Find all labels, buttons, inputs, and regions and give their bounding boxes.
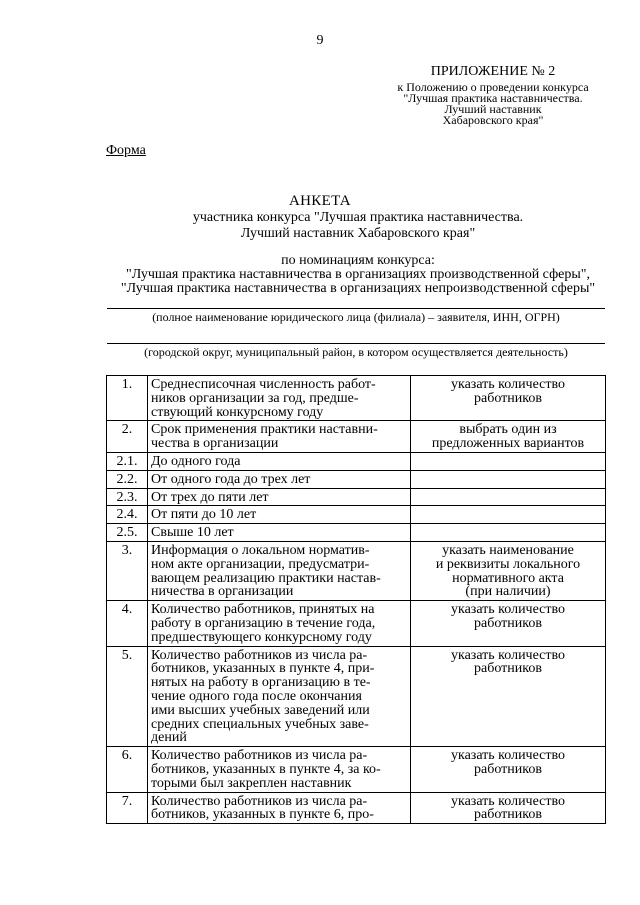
row-number: 1.	[107, 376, 148, 421]
row-number: 7.	[107, 792, 148, 824]
appendix-title: ПРИЛОЖЕНИЕ № 2	[430, 64, 556, 79]
district-fill-line[interactable]	[107, 343, 605, 344]
answer-cell[interactable]	[411, 506, 606, 524]
document-title: АНКЕТА	[289, 193, 351, 209]
question-cell	[148, 524, 411, 542]
answer-hint-line: работников	[474, 807, 542, 823]
question-line: предшествующего конкурсному году	[151, 629, 372, 645]
answer-hint-line: работников	[474, 390, 542, 406]
table-row	[107, 601, 606, 646]
table-row	[107, 646, 606, 747]
appendix-line: к Положению о проведении конкурса	[397, 80, 589, 94]
question-line: торыми был закреплен наставник	[151, 775, 352, 791]
subtitle-line: участника конкурса "Лучшая практика наставничества.	[192, 210, 524, 225]
table-row	[107, 541, 606, 600]
question-cell	[148, 488, 411, 506]
question-cell	[148, 452, 411, 470]
nominations-line: "Лучшая практика наставничества в организациях производственной сферы",	[126, 267, 590, 282]
question-cell	[148, 541, 411, 600]
row-number: 2.	[107, 421, 148, 453]
answer-hint-line: выбрать один из	[459, 422, 557, 438]
row-number: 2.2.	[107, 470, 148, 488]
question-line: Свыше 10 лет	[151, 525, 234, 541]
question-line: Количество работников из числа ра-	[151, 647, 368, 663]
page-number: 9	[316, 33, 324, 48]
question-line: Количество работников из числа ра-	[151, 748, 368, 764]
answer-cell[interactable]	[411, 601, 606, 646]
table-row	[107, 421, 606, 453]
answer-hint-line: указать количество	[450, 377, 566, 392]
table-row	[107, 376, 606, 421]
answer-hint-line: предложенных вариантов	[431, 436, 585, 452]
question-line: ими высших учебных заведений или	[151, 702, 370, 718]
question-line: ботников, указанных в пункте 4, за ко-	[151, 761, 381, 777]
question-line: До одного года	[151, 453, 241, 469]
question-line: От одного года до трех лет	[151, 471, 311, 487]
answer-hint-line: работников	[474, 661, 542, 677]
district-caption: (городской округ, муниципальный район, в котором осуществляется деятельность)	[144, 345, 568, 359]
row-number: 3.	[107, 541, 148, 600]
question-line: ботников, указанных в пункте 4, при-	[151, 661, 375, 677]
nominations-line: по номинациям конкурса:	[281, 253, 435, 268]
answer-cell[interactable]	[411, 452, 606, 470]
appendix-line: Хабаровского края"	[442, 113, 544, 127]
question-cell	[148, 506, 411, 524]
question-line: ном акте организации, предусматри-	[151, 556, 370, 572]
answer-hint-line: работников	[474, 761, 542, 777]
question-line: чества в организации	[151, 436, 279, 452]
question-cell	[148, 376, 411, 421]
table-row	[107, 470, 606, 488]
answer-hint-line: указать количество	[450, 793, 566, 809]
answer-hint-line: и реквизиты локального	[435, 556, 581, 572]
question-cell	[148, 747, 411, 792]
question-line: Среднесписочная численность работ-	[151, 377, 376, 392]
answer-hint-line: указать количество	[450, 602, 566, 618]
answer-hint-line: нормативного акта	[452, 570, 564, 586]
table-row	[107, 488, 606, 506]
table-row	[107, 506, 606, 524]
answer-cell[interactable]	[411, 488, 606, 506]
answer-cell[interactable]	[411, 541, 606, 600]
question-line: работу в организацию в течение года,	[151, 615, 376, 631]
question-line: ботников, указанных в пункте 6, про-	[151, 807, 374, 823]
row-number: 6.	[107, 747, 148, 792]
answer-hint-line: работников	[474, 615, 542, 631]
form-label: Форма	[106, 143, 146, 158]
row-number: 2.5.	[107, 524, 148, 542]
appendix-line: Лучший наставник	[444, 102, 542, 116]
appendix-line: "Лучшая практика наставничества.	[403, 91, 583, 105]
question-line: ничества в организации	[151, 584, 294, 600]
row-number: 2.4.	[107, 506, 148, 524]
answer-cell[interactable]	[411, 376, 606, 421]
table-row	[107, 747, 606, 792]
questionnaire-table	[106, 375, 606, 824]
document-subtitle	[0, 210, 640, 242]
row-number: 5.	[107, 646, 148, 747]
question-line: От трех до пяти лет	[151, 489, 269, 505]
question-line: Количество работников из числа ра-	[151, 793, 368, 809]
nominations-line: "Лучшая практика наставничества в организациях непроизводственной сферы"	[120, 281, 596, 296]
question-line: Срок применения практики наставни-	[151, 422, 378, 438]
question-line: нятых на работу в организацию в те-	[151, 675, 371, 691]
question-cell	[148, 601, 411, 646]
question-line: Информация о локальном норматив-	[151, 542, 370, 558]
answer-cell[interactable]	[411, 747, 606, 792]
table-row	[107, 792, 606, 824]
answer-cell[interactable]	[411, 421, 606, 453]
answer-hint-line: указать количество	[450, 748, 566, 764]
answer-hint-line: указать наименование	[442, 542, 574, 558]
question-line: вающем реализацию практики настав-	[151, 570, 381, 586]
question-line: чение одного года после окончания	[151, 688, 362, 704]
entity-name-fill-line[interactable]	[107, 308, 605, 309]
question-line: ствующий конкурсному году	[151, 404, 324, 420]
subtitle-line: Лучший наставник Хабаровского края"	[240, 226, 476, 241]
question-line: Количество работников, принятых на	[151, 602, 375, 618]
question-line: ников организации за год, предше-	[151, 390, 359, 406]
answer-cell[interactable]	[411, 792, 606, 824]
question-cell	[148, 792, 411, 824]
answer-hint-line: указать количество	[450, 647, 566, 663]
answer-hint-line: (при наличии)	[465, 584, 551, 600]
question-cell	[148, 646, 411, 747]
row-number: 2.3.	[107, 488, 148, 506]
question-line: средних специальных учебных заве-	[151, 716, 369, 732]
question-cell	[148, 421, 411, 453]
answer-cell[interactable]	[411, 524, 606, 542]
entity-name-caption: (полное наименование юридического лица (филиала) – заявителя, ИНН, ОГРН)	[152, 310, 560, 324]
row-number: 4.	[107, 601, 148, 646]
question-cell	[148, 470, 411, 488]
answer-cell[interactable]	[411, 470, 606, 488]
answer-cell[interactable]	[411, 646, 606, 747]
question-line: дений	[151, 730, 187, 746]
row-number: 2.1.	[107, 452, 148, 470]
appendix-header	[378, 64, 608, 126]
nominations-block	[0, 254, 640, 296]
table-row	[107, 452, 606, 470]
table-row	[107, 524, 606, 542]
question-line: От пяти до 10 лет	[151, 507, 257, 523]
